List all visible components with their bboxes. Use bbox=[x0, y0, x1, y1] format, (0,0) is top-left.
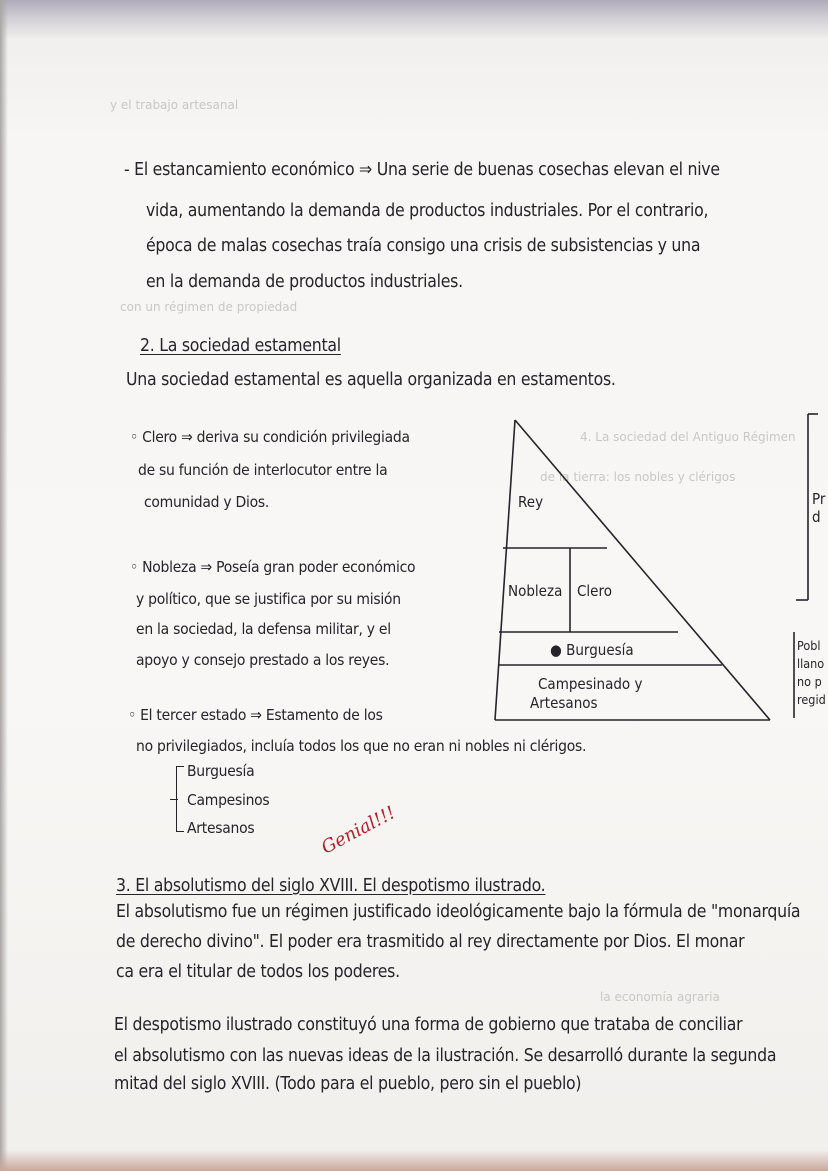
nobleza-line: en la sociedad, la defensa militar, y el bbox=[136, 620, 391, 638]
bleed-through-text: con un régimen de propiedad bbox=[120, 300, 298, 314]
pueblo-label: regid bbox=[797, 692, 826, 707]
privilegiados-label: d bbox=[812, 508, 821, 526]
nobleza-line: apoyo y consejo prestado a los reyes. bbox=[136, 651, 390, 669]
bleed-through-text: de la tierra: los nobles y clérigos bbox=[540, 470, 736, 484]
pyramid-left-edge bbox=[495, 420, 515, 720]
privilegiados-label: Pr bbox=[812, 490, 826, 508]
intro-line: - El estancamiento económico ⇒ Una serie de buenas cosechas elevan el nive bbox=[124, 160, 720, 180]
nobleza-line: ◦ Nobleza ⇒ Poseía gran poder económico bbox=[130, 558, 416, 576]
intro-line: en la demanda de productos industriales. bbox=[146, 272, 463, 292]
group-artesanos: Artesanos bbox=[187, 819, 255, 837]
section-2-definition: Una sociedad estamental es aquella organizada en estamentos. bbox=[126, 370, 616, 390]
section-3-para1-line: de derecho divino". El poder era trasmitido al rey directamente por Dios. El monar bbox=[116, 932, 745, 952]
section-3-para2-line: mitad del siglo XVIII. (Todo para el pueblo, pero sin el pueblo) bbox=[114, 1074, 582, 1094]
pyramid-tier-artesanos: Artesanos bbox=[530, 694, 598, 712]
bleed-through-text: la economía agraria bbox=[600, 990, 720, 1004]
bleed-through-text: y el trabajo artesanal bbox=[110, 98, 239, 112]
clero-line: comunidad y Dios. bbox=[144, 493, 270, 511]
section-3-para2-line: el absolutismo con las nuevas ideas de la ilustración. Se desarrolló durante la segunda bbox=[114, 1046, 777, 1066]
group-burguesia: Burguesía bbox=[187, 762, 255, 780]
pyramid-tier-burguesia: ● Burguesía bbox=[550, 641, 634, 659]
pyramid-tier-nobleza: Nobleza bbox=[508, 582, 563, 600]
section-3-para1-line: ca era el titular de todos los poderes. bbox=[116, 962, 400, 982]
pyramid-tier-clero: Clero bbox=[577, 582, 613, 600]
intro-line: época de malas cosechas traía consigo una crisis de subsistencias y una bbox=[146, 236, 701, 256]
section-3-para1-line: El absolutismo fue un régimen justificado ideológicamente bajo la fórmula de "monarquía bbox=[116, 902, 801, 922]
margin-note-genial: Genial!!! bbox=[318, 802, 400, 859]
section-2-heading: 2. La sociedad estamental bbox=[140, 336, 341, 356]
pueblo-label: no p bbox=[797, 674, 822, 689]
clero-line: de su función de interlocutor entre la bbox=[138, 461, 388, 479]
tercer-estado-line: ◦ El tercer estado ⇒ Estamento de los bbox=[128, 706, 383, 724]
section-3-heading: 3. El absolutismo del siglo XVIII. El despotismo ilustrado. bbox=[116, 876, 546, 896]
pyramid-tier-rey: Rey bbox=[518, 493, 544, 511]
nobleza-line: y político, que se justifica por su misión bbox=[136, 590, 401, 608]
clero-line: ◦ Clero ⇒ deriva su condición privilegiada bbox=[130, 428, 410, 446]
tercer-estado-line: no privilegiados, incluía todos los que no eran ni nobles ni clérigos. bbox=[136, 737, 587, 755]
bleed-through-text: 4. La sociedad del Antiguo Régimen bbox=[580, 430, 796, 444]
intro-line: vida, aumentando la demanda de productos industriales. Por el contrario, bbox=[146, 201, 709, 221]
pyramid-tier-campesinado: Campesinado y bbox=[538, 675, 643, 693]
group-campesinos: Campesinos bbox=[187, 791, 270, 809]
pueblo-label: llano bbox=[797, 656, 825, 671]
pueblo-label: Pobl bbox=[797, 638, 821, 653]
section-3-para2-line: El despotismo ilustrado constituyó una forma de gobierno que trataba de conciliar bbox=[114, 1015, 743, 1035]
